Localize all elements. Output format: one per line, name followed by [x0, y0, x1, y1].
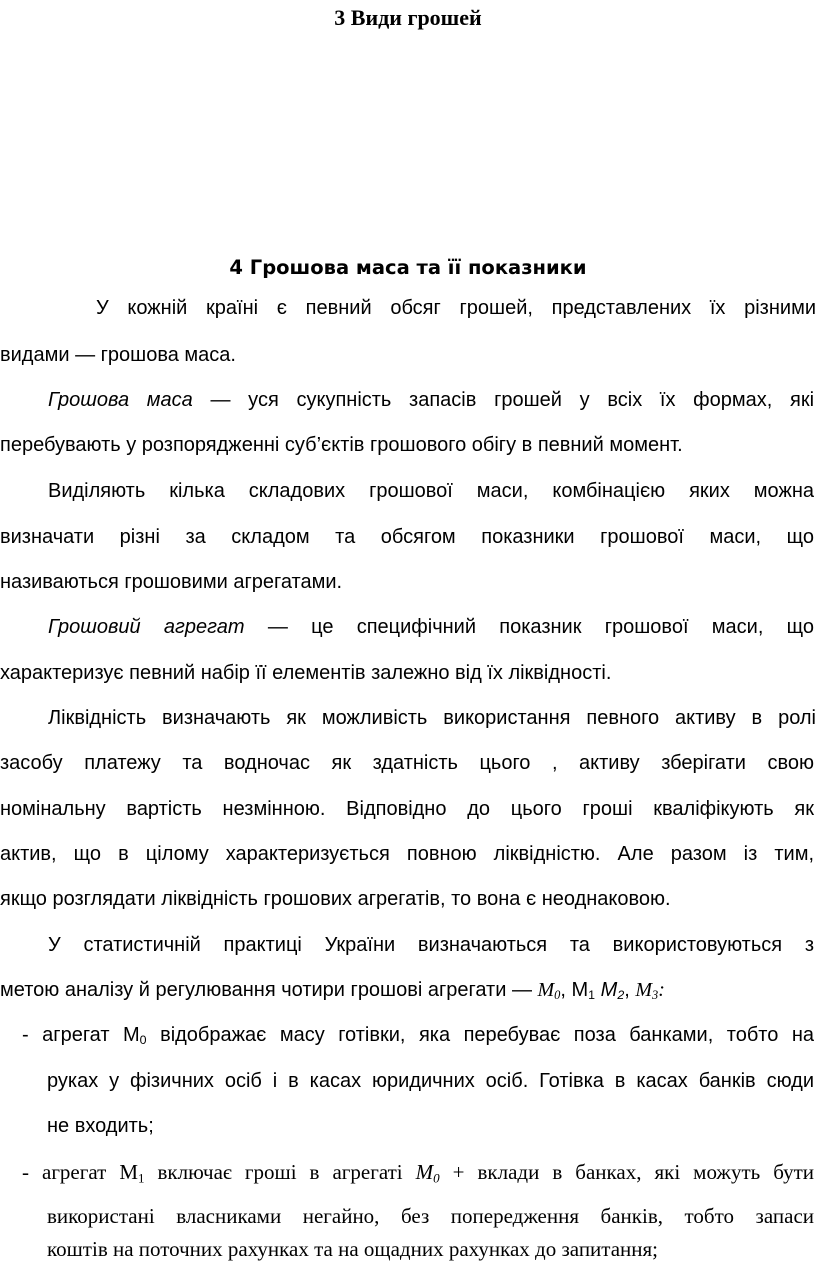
paragraph-4-line-1 — [0, 612, 816, 642]
paragraph-5-line-5: якщо розглядати ліквідність грошових агрегатів, то вона є неоднаковою. — [0, 888, 671, 910]
list-item-2-sub: 1 — [138, 1170, 145, 1186]
term-money-mass: Грошова маса — [48, 389, 193, 411]
section-4-heading: 4 Грошова маса та її показники — [229, 256, 587, 279]
aggregate-m2: $М_2$ — [600, 979, 625, 1003]
paragraph-5-line-1: Ліквідність визначають як можливість використання певного активу в ролі — [48, 707, 816, 729]
paragraph-4-line-1-text: — це специфічний показник грошової маси, що — [244, 616, 814, 638]
paragraph-2-line-1 — [0, 385, 816, 415]
list-item-1-line-3: не входить; — [47, 1115, 154, 1137]
paragraph-2-line-2: перебувають у розпорядженні суб’єктів грошового обігу в певний момент. — [0, 434, 683, 456]
section-3-heading: 3 Види грошей — [334, 5, 482, 30]
paragraph-1-line-1: У кожній країні є певний обсяг грошей, представлених їх різними — [96, 297, 816, 319]
list-item-2-text: + вклади в банках, які можуть бути — [439, 1160, 814, 1184]
list-item-1-line-1 — [0, 1020, 816, 1050]
paragraph-5-line-3: номінальну вартість незмінною. Відповідно до цього гроші кваліфікують як — [0, 798, 814, 820]
paragraph-3-line-2: визначати різні за складом та обсягом показники грошової маси, що — [0, 526, 814, 548]
paragraph-4-line-2: характеризує певний набір її елементів залежно від їх ліквідності. — [0, 662, 612, 684]
paragraph-6-line-2 — [0, 975, 816, 1005]
paragraph-5-line-2: засобу платежу та водночас як здатність цього , активу зберігати свою — [0, 752, 814, 774]
list-item-1-text: відображає масу готівки, яка перебуває поза банками, тобто на — [146, 1024, 814, 1046]
paragraph-3-line-3: називаються грошовими агрегатами. — [0, 571, 343, 593]
list-item-2-line-1 — [0, 1157, 816, 1187]
paragraph-3-line-1: Виділяють кілька складових грошової маси, комбінацією яких можна — [48, 480, 814, 502]
list-item-2-line-3: коштів на поточних рахунках та на ощадних рахунках до запитання; — [47, 1237, 659, 1261]
list-item-2-term: $М_0$ — [415, 1160, 440, 1186]
list-item-2-mid: включає гроші в агрегаті — [144, 1160, 416, 1184]
paragraph-5-line-4: актив, що в цілому характеризується повною ліквідністю. Але разом із тим, — [0, 843, 814, 865]
list-item-1-line-2: руках у фізичних осіб і в касах юридичних осіб. Готівка в касах банків сюди — [47, 1070, 814, 1092]
list-item-2-line-2: використані власниками негайно, без попередження банків, тобто запаси — [47, 1204, 814, 1228]
aggregate-m3: $М_3$ — [635, 979, 659, 1003]
paragraph-6-line-1: У статистичній практиці України визначаються та використовуються з — [48, 934, 814, 956]
aggregate-m0: $М_0$ — [537, 979, 561, 1003]
list-item-1-prefix: - агрегат М — [22, 1024, 140, 1046]
list-item-2-prefix: - агрегат М — [22, 1160, 138, 1184]
paragraph-1-line-2: видами — грошова маса. — [0, 344, 236, 366]
aggregate-colon: : — [658, 979, 665, 1001]
term-money-aggregate: Грошовий агрегат — [48, 616, 245, 638]
list-item-1-sub: 0 — [139, 1033, 147, 1048]
aggregate-m1: $М_1$ — [571, 979, 596, 1003]
paragraph-6-line-2-text: метою аналізу й регулювання чотири грошові агрегати — — [0, 979, 538, 1001]
aggregate-separator: , — [560, 979, 572, 1001]
aggregate-separator: , — [624, 979, 636, 1001]
paragraph-2-line-1-text: — уся сукупність запасів грошей у всіх їх формах, які — [192, 389, 815, 411]
